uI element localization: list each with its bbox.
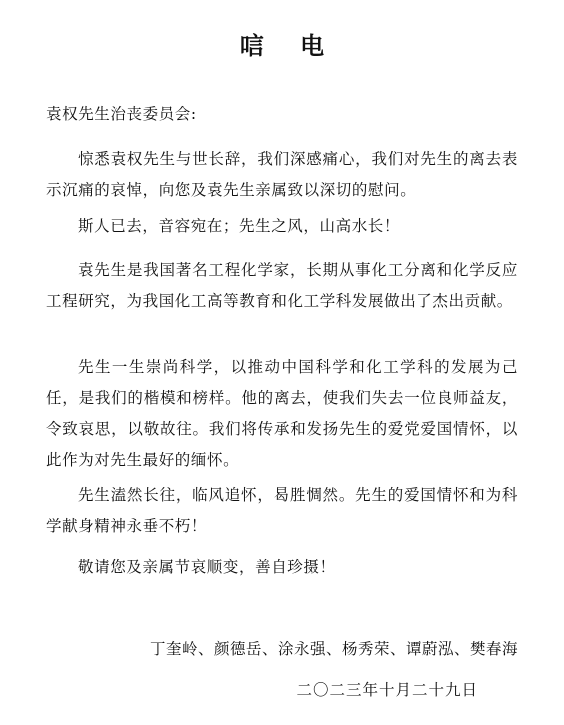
document-title: 唁 电	[239, 32, 339, 60]
signatories: 丁奎岭、颜德岳、涂永强、杨秀荣、谭蔚泓、樊春海	[149, 640, 518, 658]
paragraph-condolence: 惊悉袁权先生与世长辞，我们深感痛心，我们对先生的离去表示沉痛的哀悼，向您及袁先生亲属致以深切的慰问。	[46, 150, 518, 199]
paragraph-role-model: 先生一生崇尚科学，以推动中国科学和化工学科的发展为己任，是我们的楷模和榜样。他的离去，使我们失去一位良师益友，令致哀思，以敬故往。我们将传承和发扬先生的爱党爱国情怀，以此作为对先生最好的缅怀。	[46, 358, 518, 469]
addressee-line: 袁权先生治丧委员会:	[46, 105, 197, 123]
paragraph-contributions: 袁先生是我国著名工程化学家，长期从事化工分离和化学反应工程研究，为我国化工高等教育和化工学科发展做出了杰出贡献。	[46, 261, 518, 310]
paragraph-closing: 敬请您及亲属节哀顺变，善自珍摄！	[78, 558, 336, 576]
letter-date: 二〇二三年十月二十九日	[296, 681, 478, 699]
paragraph-tribute: 先生溘然长往，临风追怀，曷胜惆然。先生的爱国情怀和为科学献身精神永垂不朽！	[46, 486, 518, 535]
paragraph-eulogy-line: 斯人已去，音容宛在；先生之风，山高水长！	[78, 217, 401, 235]
